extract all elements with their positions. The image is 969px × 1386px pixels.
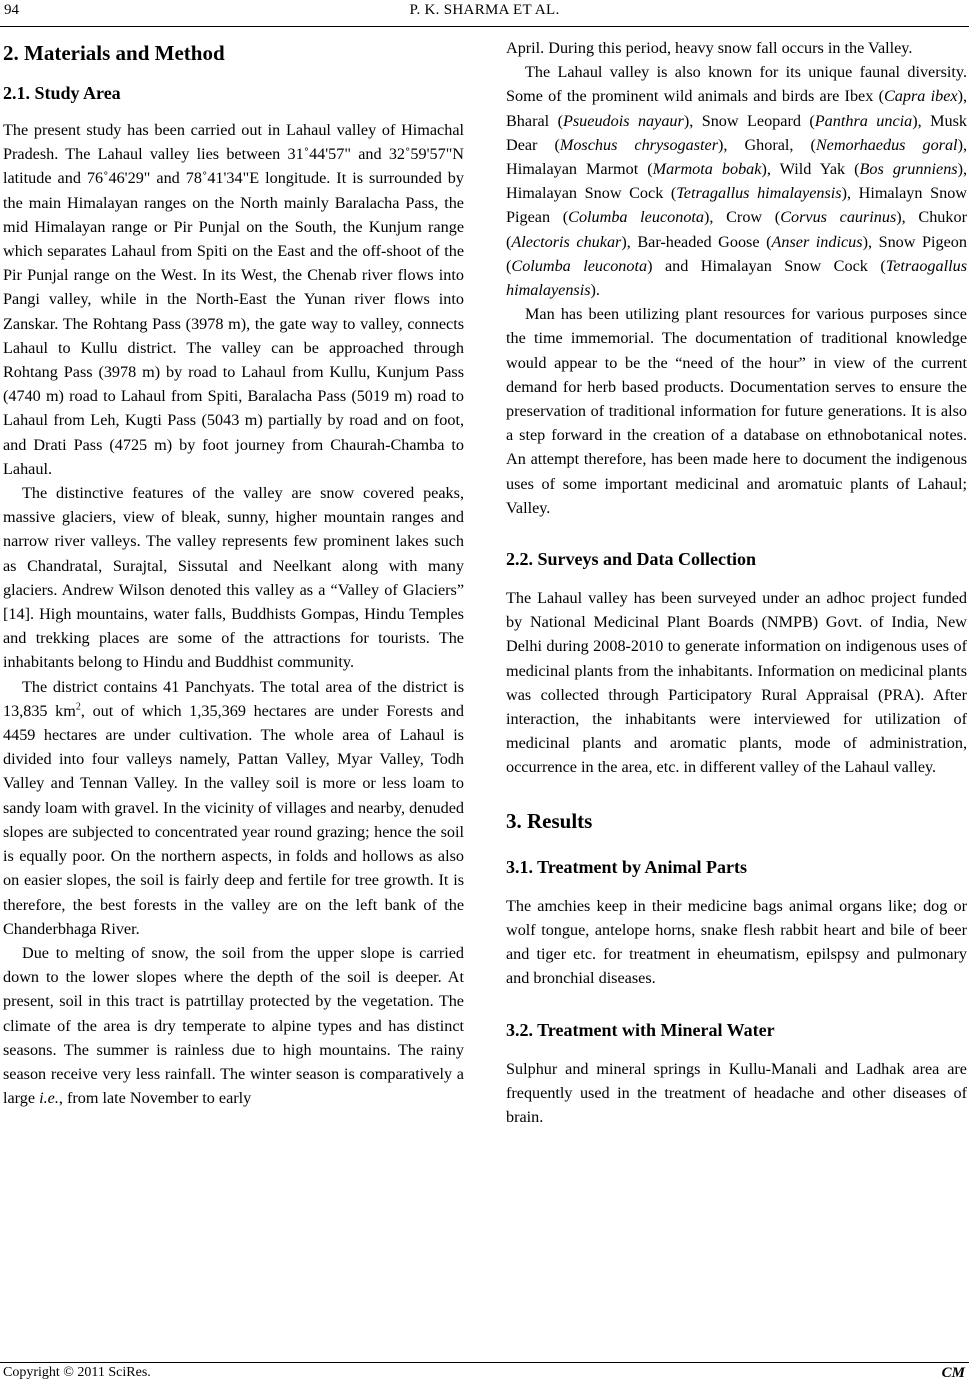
paragraph: April. During this period, heavy snow fall occurs in the Valley. <box>506 39 913 57</box>
subsection-heading-animal-parts: 3.1. Treatment by Animal Parts <box>506 856 747 877</box>
species-name: Bos grunniens <box>859 160 958 179</box>
superscript: 2 <box>75 701 81 713</box>
running-head: P. K. SHARMA ET AL. <box>409 2 560 18</box>
text-span: ), Bharal ( <box>506 87 967 130</box>
text-span: Due to melting of snow, the soil from the upper slope is carried down to the lower slopes where the depth of the soil is deeper. At present, soil in this tract is patrtillay protected by the vegetation. The climate of the area is dry temperate to alpine types and has distinct seasons. The summer is rainless due to high mountains. The rainy season receive very less rainfall. The winter season is comparatively a large <box>3 943 464 1108</box>
paragraph-fauna <box>506 60 967 302</box>
text-span: ), Wild Yak ( <box>761 160 860 179</box>
italic-text: i.e. <box>39 1089 59 1108</box>
text-span: , out of which 1,35,369 hectares are under Forests and 4459 hectares are under cultivation. The whole area of Lahaul is divided into four valleys namely, Pattan Valley, Myar Valley, Todh Valley and Tennan Valley. In the valley soil is more or less loam to sandy loam with gravel. In the vicinity of villages and nearby, denuded slopes are subjected to concentrated year round grazing; hence the soil is equally poor. On the northern aspects, in folds and hollows as also on easier slopes, the soil is fairly deep and fertile for tree growth. It is therefore, the best forests in the valley are on the left bank of the Chanderbhaga River. <box>3 701 464 938</box>
text-span: The Lahaul valley is also known for its unique faunal diversity. Some of the prominent wild animals and birds are Ibex ( <box>506 63 967 106</box>
species-name: Moschus chrysogaster <box>559 135 719 154</box>
species-name: Psueudois nayaur <box>562 111 684 130</box>
page-number: 94 <box>4 2 19 18</box>
text-span: ), Snow Pigeon ( <box>506 232 967 275</box>
section-heading-materials: 2. Materials and Method <box>3 41 225 65</box>
text-span: ), Himalayn Snow Pigean ( <box>506 184 967 227</box>
species-name: Tetraogallus himalayensis <box>506 256 967 300</box>
header-rule <box>0 26 969 27</box>
text-span: ) and Himalayan Snow Cock ( <box>647 256 886 275</box>
text-span: ), Himalayan Snow Cock ( <box>506 160 968 203</box>
text-span: The district contains 41 Panchyats. The total area of the district is 13,835 km <box>3 677 464 720</box>
paragraph: The distinctive features of the valley are snow covered peaks, massive glaciers, view of bleak, sunny, higher mountain ranges and narrow river valleys. The valley represents few prominent lakes such as Chandratal, Surajtal, Sissutal and Neelkant along with many glaciers. Andrew Wilson denoted this valley as a “Valley of Glaciers” [14]. High mountains, water falls, Buddhists Gompas, Hindu Temples and trekking places are some of the attractions for tourists. The inhabitants belong to Hindu and Buddhist community. <box>3 484 464 672</box>
species-name: Columba leuconota <box>568 208 705 227</box>
species-name: Panthra uncia <box>814 111 913 130</box>
journal-abbreviation: CM <box>941 1365 965 1381</box>
text-span: , from late November to early <box>58 1089 252 1108</box>
species-name: Columba leuconota <box>511 256 648 275</box>
footer-rule <box>0 1362 969 1363</box>
paragraph: The present study has been carried out in Lahaul valley of Himachal Pradesh. The Lahaul valley lies between 31˚44'57" and 32˚59'57"N latitude and 76˚46'29" and 78˚41'34"E longitude. It is surrounded by the main Himalayan ranges on the North mainly Baralacha Pass, the mid Himalayan range or Pir Punjal on the South, the Kunjum range which separates Lahaul from Spiti on the East and the off-shoot of the Pir Punjal range on the West. In its West, the Chenab river flows into Pangi valley, while in the North-East the Yunan river flows into Zanskar. The Rohtang Pass (3978 m), the gate way to valley, connects Lahaul to Kullu district. The valley can be approached through Rohtang Pass (3978 m) by road to Lahaul from Kullu, Kunjum Pass (4740 m) road to Lahaul from Spiti, Baralacha Pass (5019 m) road to Lahaul from Leh, Kugti Pass (5043 m) partially by road and on foot, and Drati Pass (4725 m) by foot journey from Chaurah-Chamba to Lahaul. <box>3 121 464 478</box>
paragraph <box>3 675 464 941</box>
species-name: Capra ibex <box>883 87 958 106</box>
subsection-heading-study-area: 2.1. Study Area <box>3 83 121 103</box>
species-name: Anser indicus <box>771 232 863 251</box>
species-name: Marmota bobak <box>652 160 762 179</box>
paragraph: The Lahaul valley has been surveyed under an adhoc project funded by National Medicinal Plant Boards (NMPB) Govt. of India, New Delhi during 2008-2010 to generate information on indigenous uses of medicinal plants from the inhabitants. Information on medicinal plants was collected through Participatory Rural Appraisal (PRA). After interaction, the inhabitants were interviewed for utilization of medicinal plants and aromatic plants, mode of administration, occurrence in the area, etc. in different valley of the Lahaul valley. <box>506 589 967 777</box>
text-span: ), Ghoral, ( <box>718 135 816 154</box>
species-name: Alectoris chukar <box>511 232 622 251</box>
paragraph: Sulphur and mineral springs in Kullu-Manali and Ladhak area are frequently used in the treatment of headache and other diseases of brain. <box>506 1059 967 1126</box>
subsection-heading-surveys: 2.2. Surveys and Data Collection <box>506 549 757 570</box>
text-span: ). <box>590 281 600 300</box>
text-span: ), Chukor ( <box>506 208 967 251</box>
text-span: ), Bar-headed Goose ( <box>621 232 772 251</box>
species-name: Corvus caurinus <box>780 208 897 227</box>
paragraph <box>3 941 464 1110</box>
text-span: ), Himalayan Marmot ( <box>506 135 967 179</box>
section-heading-results: 3. Results <box>506 808 593 833</box>
paragraph: Man has been utilizing plant resources for various purposes since the time immemorial. The documentation of traditional knowledge would appear to be the “need of the hour” in view of the current demand for herb based products. Documentation serves to ensure the preservation of traditional information for future generations. It is also a step forward in the creation of a database on ethnobotanical notes. An attempt therefore, has been made here to document the indigenous uses of some important medicinal and aromatuic plants of Lahaul; Valley. <box>506 305 967 517</box>
paragraph: The amchies keep in their medicine bags animal organs like; dog or wolf tongue, antelope horns, snake flesh rabbit heart and bile of beer and tiger etc. for treatment in eheumatism, epilspsy and pulmonary and bronchial diseases. <box>506 896 967 988</box>
right-column <box>506 36 967 1129</box>
left-column <box>3 36 464 1110</box>
text-span: ), Crow ( <box>704 208 781 227</box>
subsection-heading-mineral-water: 3.2. Treatment with Mineral Water <box>506 1019 775 1040</box>
species-name: Tetragallus himalayensis <box>676 184 842 203</box>
page-header <box>0 0 969 28</box>
copyright-notice: Copyright © 2011 SciRes. <box>3 1365 151 1380</box>
species-name: Nemorhaedus goral <box>815 135 958 154</box>
text-span: ), Musk Dear ( <box>506 111 968 154</box>
text-span: ), Snow Leopard ( <box>683 111 815 130</box>
